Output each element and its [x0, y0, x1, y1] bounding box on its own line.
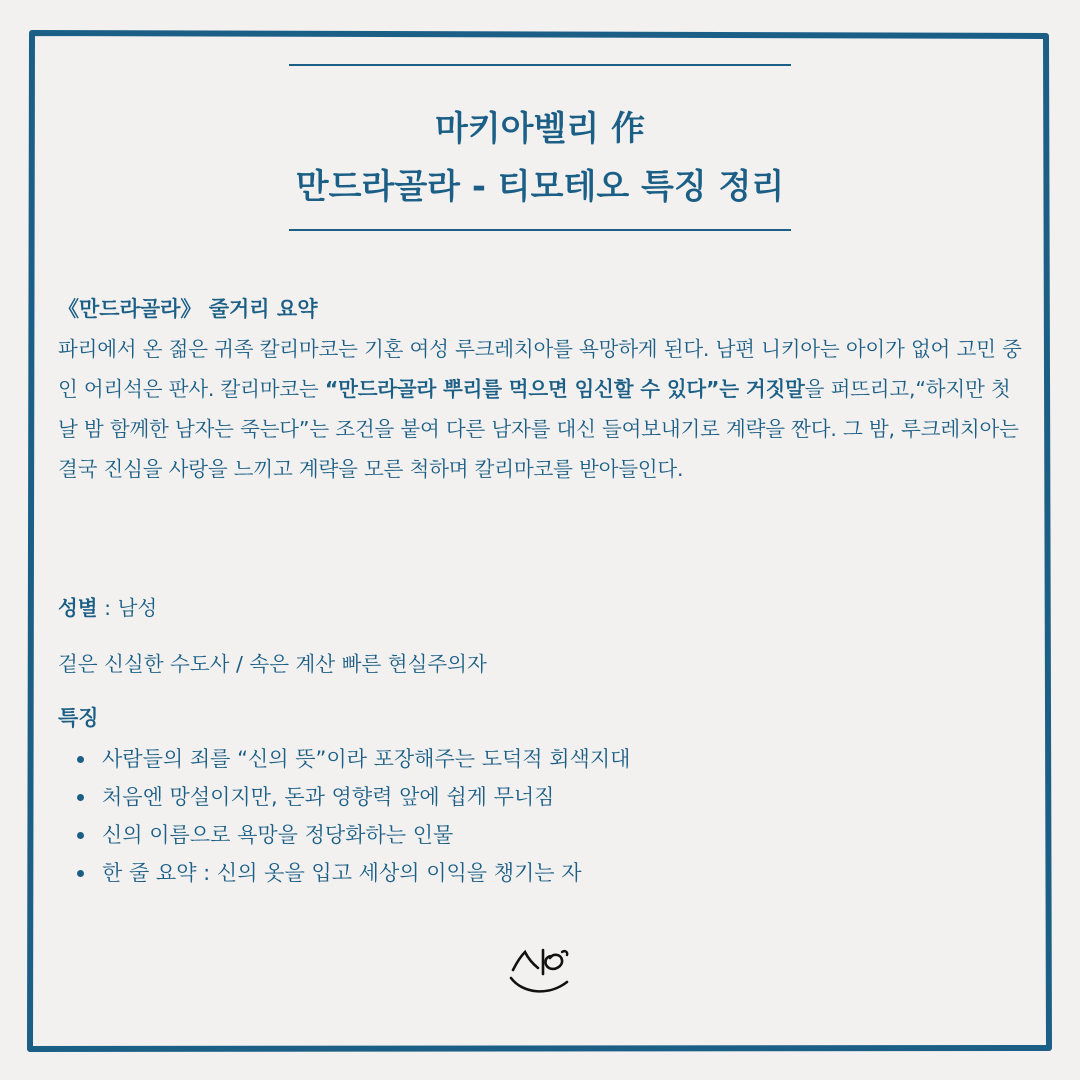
character-tagline: 겉은 신실한 수도사 / 속은 계산 빠른 현실주의자 — [58, 652, 487, 676]
trait-item: 신의 이름으로 욕망을 정당화하는 인물 — [58, 816, 630, 854]
summary-paragraph — [58, 329, 1023, 489]
trait-item: 처음엔 망설이지만, 돈과 영향력 앞에 쉽게 무너짐 — [58, 778, 630, 816]
summary-heading: 《만드라골라》 줄거리 요약 — [58, 297, 318, 321]
summary-text-part-2: 을 퍼뜨리고,“하지만 첫날 밤 함께한 남자는 죽는다”는 조건을 붙여 다른 남자를 대신 들여보내기로 계략을 짠다. 그 밤, 루크레치아는 결국 진심을 사랑을 느끼고 계략을 모른 척하며 칼리마코를 받아들인다. — [58, 377, 1019, 481]
summary-bold-phrase: “만드라골라 뿌리를 먹으면 임신할 수 있다”는 거짓말 — [324, 377, 805, 401]
title-top-rule — [289, 64, 791, 66]
trait-item: 사람들의 죄를 “신의 뜻”이라 포장해주는 도덕적 회색지대 — [58, 740, 630, 778]
traits-list — [58, 740, 630, 892]
traits-heading: 특징 — [58, 706, 99, 730]
page-title-line-1: 마키아벨리 作 — [434, 109, 646, 149]
gender-row — [58, 591, 1018, 621]
trait-item: 한 줄 요약 : 신의 옷을 입고 세상의 이익을 챙기는 자 — [58, 854, 630, 892]
gender-value: 남성 — [117, 596, 158, 620]
gender-separator: : — [97, 596, 118, 620]
signature-smile-logo-icon — [505, 946, 575, 998]
gender-label: 성별 — [58, 596, 98, 620]
title-bottom-rule — [289, 229, 791, 231]
page-title-line-2: 만드라골라 - 티모테오 특징 정리 — [295, 167, 785, 207]
summary-text-part-1: 파리에서 온 젊은 귀족 칼리마코는 기혼 여성 루크레치아를 욕망하게 된다. 남편 니키아는 아이가 없어 고민 중인 어리석은 판사. 칼리마코는 — [58, 337, 1022, 401]
